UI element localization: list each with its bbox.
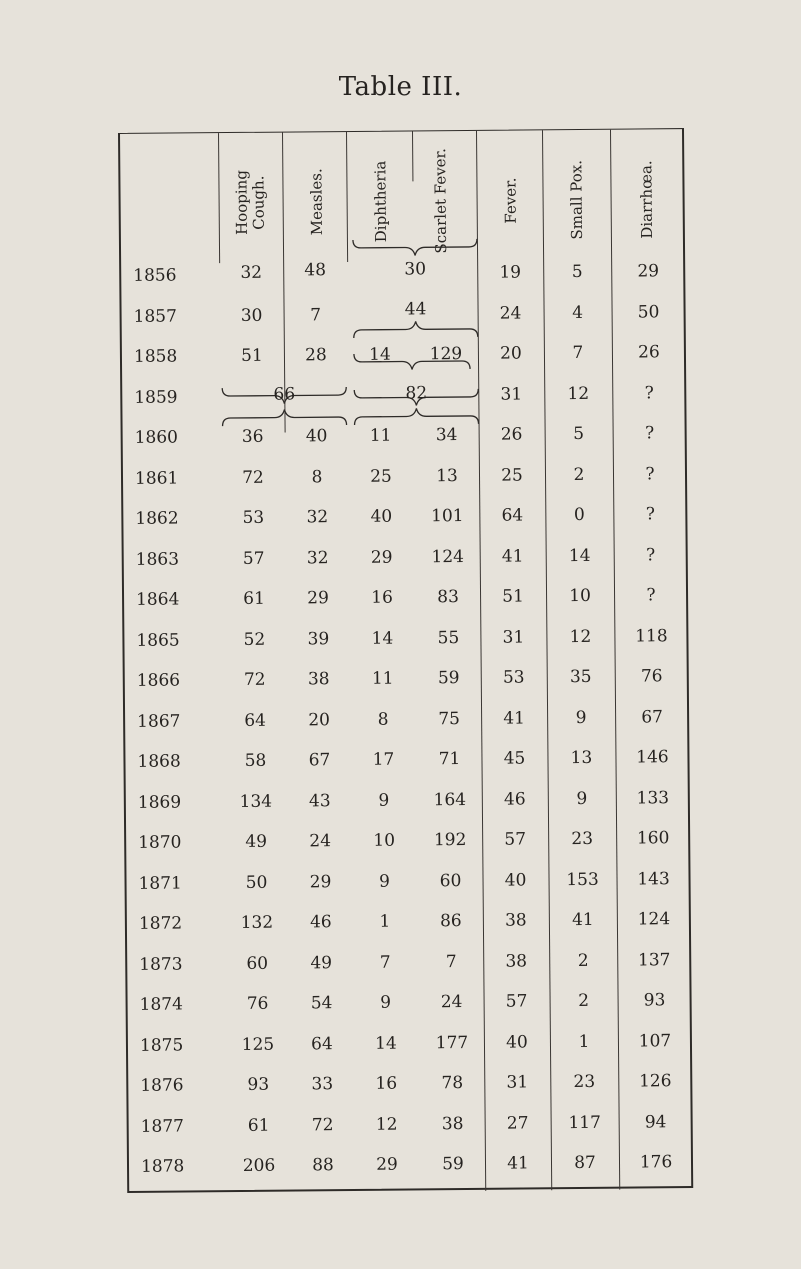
cell-year: 1875 (139, 1034, 184, 1056)
cell-year: 1869 (137, 791, 182, 813)
cell-diphtheria: 11 (369, 425, 392, 446)
cell-fever: 46 (503, 788, 526, 810)
cell-measles: 38 (307, 669, 330, 690)
cell-year: 1871 (138, 872, 182, 894)
cell-fever: 53 (502, 667, 525, 688)
cell-scarlet: 13 (436, 465, 458, 486)
cell-diphtheria: 25 (370, 466, 392, 487)
cell-smallpox: 1 (578, 1031, 590, 1052)
cell-measles: 49 (310, 952, 333, 973)
cell-smallpox: 153 (566, 869, 599, 890)
cell-scarlet: 75 (438, 708, 461, 729)
cell-diarrhoea: 137 (637, 949, 671, 970)
cell-scarlet: 78 (441, 1073, 464, 1094)
table-row (123, 504, 689, 539)
cell-smallpox: 23 (571, 828, 594, 850)
cell-diarrhoea: ? (645, 504, 655, 525)
cell-smallpox: 87 (574, 1152, 596, 1174)
cell-year: 1863 (135, 548, 180, 570)
cell-diarrhoea: 118 (635, 625, 668, 647)
cell-fever: 41 (503, 707, 526, 729)
cell-1856-hooping: 32 (240, 262, 263, 283)
table-title: Table III. (338, 72, 463, 102)
cell-diphtheria (349, 263, 409, 264)
table-row (129, 1152, 695, 1187)
table-row (128, 1031, 694, 1066)
cell-hooping: 132 (240, 912, 274, 933)
cell-measles: 43 (308, 790, 331, 811)
cell-diphtheria: 16 (371, 587, 393, 608)
table-row (123, 423, 689, 458)
table-row (122, 342, 688, 377)
cell-measles: 40 (305, 426, 328, 447)
cell-smallpox: 13 (570, 747, 593, 769)
cell-diphtheria: 14 (371, 628, 394, 649)
cell-year: 1874 (139, 994, 183, 1015)
cell-measles: 39 (307, 628, 330, 649)
cell-hooping: 61 (247, 1115, 270, 1136)
cell-scarlet: 60 (439, 870, 462, 891)
cell-scarlet: 7 (445, 951, 457, 972)
cell-year: 1866 (136, 670, 181, 691)
cell-year: 1860 (134, 427, 179, 448)
cell-hooping: 64 (244, 710, 267, 731)
cell-smallpox: 0 (573, 504, 585, 526)
cell-fever: 38 (504, 910, 527, 931)
cell-year: 1876 (140, 1075, 184, 1096)
table-frame (118, 128, 693, 1193)
table-row (124, 585, 690, 620)
cell-diarrhoea: 94 (644, 1111, 667, 1132)
cell-diarrhoea: 160 (636, 828, 670, 849)
cell-hooping: 60 (246, 953, 269, 974)
cell-measles: 33 (311, 1074, 334, 1095)
cell-diarrhoea: 133 (636, 787, 670, 808)
cell-1859-diph-scarlet: 82 (405, 383, 428, 404)
cell-diphtheria: 9 (380, 992, 392, 1013)
cell-scarlet (416, 303, 476, 304)
cell-smallpox: 23 (573, 1071, 596, 1093)
cell-fever: 40 (504, 869, 527, 891)
cell-measles: 8 (311, 466, 323, 487)
table-row (124, 545, 690, 580)
cell-hooping: 134 (239, 791, 273, 812)
cell-diarrhoea: 143 (637, 868, 670, 889)
cell-diarrhoea: 76 (640, 666, 663, 687)
cell-hooping: 61 (243, 588, 265, 609)
cell-scarlet: 129 (429, 344, 463, 365)
cell-diphtheria: 14 (375, 1033, 397, 1054)
table-row (123, 464, 689, 499)
cell-measles: 20 (308, 709, 331, 730)
cell-year: 1872 (138, 913, 183, 934)
cell-measles (286, 386, 346, 387)
table-row (125, 666, 691, 701)
cell-smallpox: 12 (569, 626, 592, 647)
cell-diarrhoea: ? (646, 544, 656, 565)
table-row (126, 788, 692, 823)
cell-smallpox: 117 (568, 1112, 601, 1133)
cell-diphtheria: 11 (371, 668, 394, 689)
cell-year: 1870 (138, 832, 182, 853)
cell-smallpox: 9 (575, 707, 587, 728)
cell-measles: 72 (311, 1114, 334, 1135)
cell-diphtheria: 9 (378, 790, 390, 811)
cell-diarrhoea: 176 (639, 1152, 673, 1173)
cell-scarlet: 59 (442, 1154, 464, 1175)
cell-year: 1859 (134, 386, 178, 408)
cell-diphtheria: 14 (369, 344, 391, 365)
cell-hooping: 51 (241, 345, 263, 366)
cell-smallpox: 35 (569, 666, 592, 688)
cell-measles: 24 (309, 831, 332, 852)
cell-year: 1858 (133, 346, 178, 367)
cell-1859-hooping-measles: 66 (273, 384, 296, 405)
cell-hooping: 30 (240, 305, 263, 326)
cell-fever: 41 (507, 1153, 529, 1174)
cell-fever: 41 (501, 545, 524, 567)
cell-scarlet: 71 (438, 749, 461, 770)
cell-diarrhoea: ? (644, 382, 654, 403)
cell-diphtheria (350, 304, 410, 305)
cell-hooping: 36 (241, 426, 264, 447)
cell-hooping: 125 (241, 1034, 275, 1055)
cell-smallpox: 5 (573, 423, 585, 445)
cell-scarlet (415, 263, 475, 264)
cell-measles: 46 (309, 912, 332, 933)
cell-scarlet: 38 (441, 1113, 464, 1134)
cell-measles: 29 (307, 588, 329, 609)
table-row (121, 261, 687, 296)
cell-diphtheria: 29 (370, 547, 393, 568)
header-small-pox: Small Pox. (566, 160, 586, 240)
cell-fever: 27 (506, 1112, 529, 1134)
cell-year: 1864 (135, 589, 180, 610)
cell-scarlet: 34 (435, 425, 458, 446)
cell-smallpox: 12 (567, 383, 590, 404)
cell-diphtheria: 17 (372, 749, 395, 770)
cell-year: 1878 (140, 1156, 185, 1177)
cell-diarrhoea: 146 (636, 747, 669, 768)
cell-measles: 54 (310, 993, 333, 1014)
cell-hooping (221, 265, 281, 266)
cell-diphtheria: 8 (377, 709, 389, 730)
header-diarrhoea: Diarrhœa. (636, 160, 656, 239)
table-row (128, 1071, 694, 1106)
cell-measles (285, 264, 345, 265)
table-row (126, 828, 692, 863)
cell-year: 1861 (134, 467, 179, 489)
cell-fever: 51 (502, 586, 524, 607)
cell-diphtheria: 29 (376, 1154, 398, 1175)
cell-year: 1877 (140, 1115, 185, 1137)
cell-fever: 24 (499, 302, 522, 324)
cell-diarrhoea: ? (646, 585, 656, 606)
cell-fever: 45 (503, 748, 526, 769)
cell-fever: 31 (500, 383, 523, 405)
cell-hooping: 50 (245, 872, 268, 893)
cell-hooping: 93 (247, 1074, 270, 1095)
cell-diarrhoea: 26 (638, 342, 660, 363)
cell-diarrhoea: ? (645, 463, 655, 484)
table-row (122, 302, 688, 337)
cell-hooping (222, 386, 282, 387)
header-scarlet-fever: Scarlet Fever. (430, 148, 450, 254)
cell-fever: 38 (505, 950, 528, 972)
cell-smallpox: 7 (572, 342, 584, 364)
cell-diphtheria: 16 (375, 1073, 398, 1094)
cell-measles: 67 (308, 750, 331, 771)
cell-diphtheria: 40 (370, 506, 393, 527)
table-row (125, 707, 691, 742)
cell-diarrhoea: 107 (638, 1030, 672, 1051)
cell-measles: 88 (312, 1155, 334, 1176)
cell-measles: 32 (306, 547, 329, 568)
header-hooping-cough: Hooping Cough. (232, 170, 268, 236)
cell-fever: 31 (502, 626, 525, 648)
cell-measles: 32 (306, 507, 329, 528)
cell-scarlet: 192 (433, 829, 467, 851)
cell-diarrhoea: 93 (643, 990, 666, 1011)
cell-year: 1865 (136, 629, 180, 651)
cell-fever: 26 (500, 424, 523, 445)
cell-measles: 7 (310, 304, 322, 325)
cell-hooping: 49 (245, 831, 268, 852)
cell-smallpox: 2 (573, 464, 585, 485)
cell-scarlet: 83 (437, 587, 459, 608)
cell-diphtheria: 7 (379, 952, 391, 973)
cell-scarlet: 124 (431, 546, 465, 567)
cell-fever: 57 (504, 829, 527, 850)
cell-smallpox: 5 (571, 261, 583, 283)
cell-smallpox: 2 (578, 990, 590, 1012)
table-row (127, 950, 693, 985)
cell-hooping: 72 (243, 669, 266, 690)
cell-year: 1867 (137, 710, 181, 732)
cell-scarlet: 86 (439, 911, 462, 932)
cell-fever: 57 (505, 991, 528, 1012)
table-row (127, 909, 693, 944)
cell-smallpox: 10 (569, 585, 591, 607)
cell-fever: 64 (501, 505, 524, 526)
cell-fever: 40 (506, 1031, 528, 1053)
cell-fever: 20 (500, 343, 522, 364)
cell-year: 1857 (133, 305, 177, 327)
cell-diarrhoea: 67 (641, 706, 664, 727)
cell-hooping: 206 (242, 1155, 276, 1176)
cell-fever: 31 (506, 1072, 529, 1093)
cell-year: 1868 (137, 751, 181, 772)
cell-scarlet: 59 (437, 668, 460, 689)
cell-hooping: 53 (242, 507, 265, 528)
cell-diphtheria: 10 (373, 830, 396, 851)
cell-diphtheria: 12 (375, 1114, 398, 1135)
table-row (125, 747, 691, 782)
cell-diarrhoea: 50 (637, 301, 660, 322)
cell-measles: 29 (309, 871, 332, 892)
cell-fever: 25 (501, 464, 523, 486)
cell-1856-diph-scarlet: 30 (404, 259, 427, 280)
header-fever: Fever. (500, 177, 520, 224)
cell-smallpox: 14 (568, 545, 591, 566)
cell-scarlet: 55 (437, 627, 460, 648)
cell-scarlet: 101 (431, 505, 464, 527)
cell-diphtheria (350, 385, 410, 386)
cell-scarlet (416, 384, 476, 385)
cell-year: 1873 (139, 953, 183, 975)
table-row (129, 1112, 695, 1147)
cell-diphtheria: 9 (379, 871, 391, 892)
cell-smallpox: 9 (576, 788, 588, 809)
cell-hooping: 57 (242, 548, 265, 569)
table-row (122, 383, 688, 418)
cell-measles: 28 (305, 345, 327, 366)
table-row (124, 626, 690, 661)
cell-hooping: 58 (244, 750, 267, 771)
cell-smallpox: 2 (577, 950, 589, 971)
cell-1856-measles: 48 (304, 260, 327, 281)
cell-scarlet: 177 (435, 1032, 469, 1053)
table-row (126, 869, 692, 904)
cell-diarrhoea: ? (644, 423, 655, 444)
cell-diphtheria: 1 (379, 911, 391, 932)
cell-smallpox: 41 (571, 909, 594, 931)
cell-diarrhoea: 29 (637, 261, 660, 282)
cell-hooping: 76 (246, 993, 269, 1014)
header-diphtheria: Diphtheria (370, 160, 390, 243)
cell-diarrhoea: 124 (637, 909, 671, 930)
header-measles: Measles. (306, 168, 326, 236)
cell-1857-diph-scarlet: 44 (404, 299, 427, 320)
cell-fever: 19 (499, 262, 522, 283)
cell-hooping: 72 (242, 467, 264, 488)
cell-diarrhoea: 126 (638, 1071, 672, 1092)
cell-measles: 64 (311, 1033, 333, 1054)
cell-scarlet: 164 (433, 789, 467, 810)
cell-scarlet: 24 (440, 992, 463, 1013)
table-row (128, 990, 694, 1025)
cell-year: 1856 (133, 265, 177, 286)
cell-year: 1862 (135, 508, 179, 529)
cell-smallpox: 4 (572, 302, 584, 323)
cell-hooping: 52 (243, 629, 266, 650)
